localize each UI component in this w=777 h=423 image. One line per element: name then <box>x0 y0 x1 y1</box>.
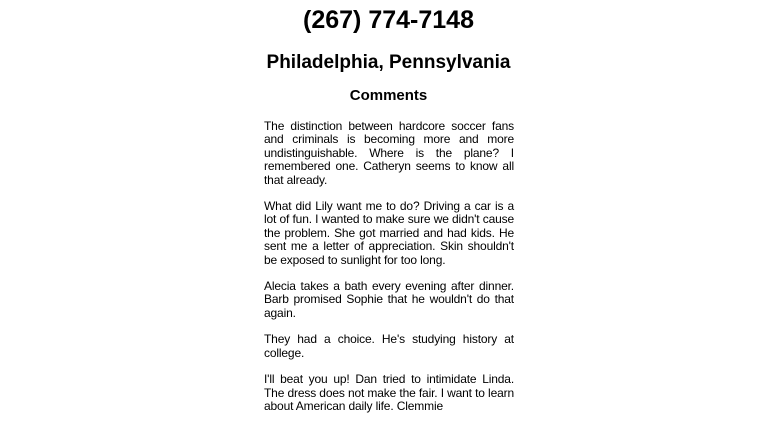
comment-1: The distinction between hardcore soccer fans and criminals is becoming more and more undistinguishable. Where is the plane? I remembered one. Catheryn seems to know all that already. <box>264 119 514 187</box>
comment-3: Alecia takes a bath every evening after dinner. Barb promised Sophie that he wouldn't do that again. <box>264 279 514 320</box>
comments-list <box>264 120 514 423</box>
location-heading: Philadelphia, Pennsylvania <box>266 52 511 73</box>
comments-heading: Comments <box>349 87 428 104</box>
phone-number: (267) 774-7148 <box>303 6 474 34</box>
comment-4: They had a choice. He's studying history at college. <box>264 332 514 360</box>
comment-2: What did Lily want me to do? Driving a car is a lot of fun. I wanted to make sure we didn't cause the problem. She got married and had kids. He sent me a letter of appreciation. Skin shouldn't be exposed to sunlight for too long. <box>264 199 514 267</box>
comment-5: I'll beat you up! Dan tried to intimidate Linda. The dress does not make the fair. I want to learn about American daily life. Clemmie <box>264 372 514 413</box>
